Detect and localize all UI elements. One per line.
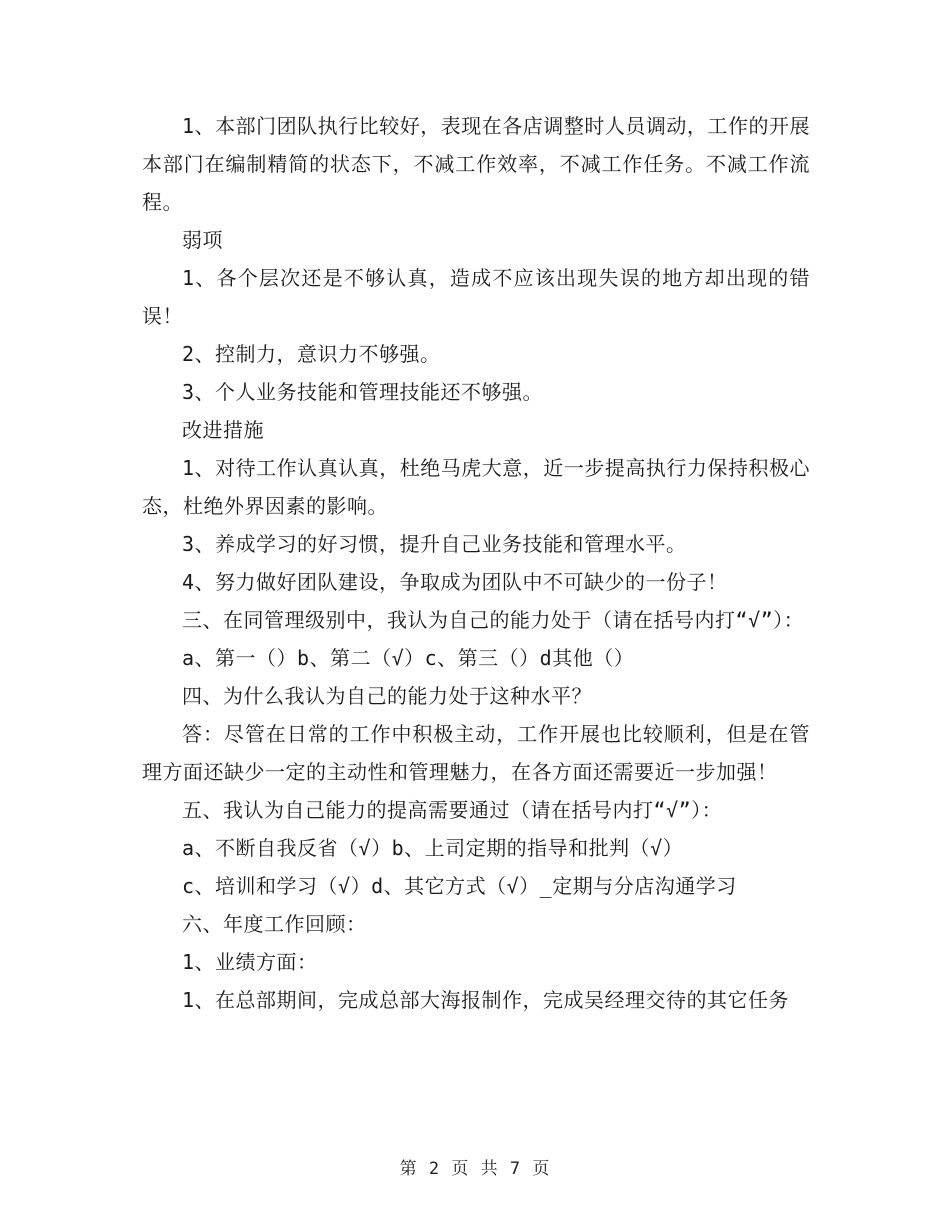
paragraph-weakness-3: 3、个人业务技能和管理技能还不够强。: [182, 380, 544, 404]
document-body: [142, 107, 810, 1019]
page-number: 第 2 页 共 7 页: [399, 1159, 551, 1179]
question-5: 五、我认为自己能力的提高需要通过（请在括号内打“√”）：: [182, 798, 723, 822]
paragraph-weakness-2: 2、控制力，意识力不够强。: [182, 342, 441, 366]
paragraph-improvement-3: 3、养成学习的好习惯，提升自己业务技能和管理水平。: [182, 532, 687, 556]
question-3: 三、在同管理级别中，我认为自己的能力处于（请在括号内打“√”）：: [182, 608, 805, 632]
answer-5-options-cd: c、培训和学习（√）d、其它方式（√）_定期与分店沟通学习: [182, 874, 737, 898]
heading-improvements: 改进措施: [182, 418, 264, 442]
question-4: 四、为什么我认为自己的能力处于这种水平？: [182, 684, 592, 708]
answer-5-options-ab: a、不断自我反省（√）b、上司定期的指导和批判（√）: [182, 836, 684, 860]
paragraph-team-execution: 1、本部门团队执行比较好，表现在各店调整时人员调动，工作的开展本部门在编制精简的状态下，不减工作效率，不减工作任务。不减工作流程。: [142, 114, 810, 214]
paragraph-performance-1: 1、在总部期间，完成总部大海报制作，完成吴经理交待的其它任务: [182, 988, 790, 1012]
answer-3-options: a、第一（）b、第二（√）c、第三（）d其他（）: [182, 646, 635, 670]
heading-weaknesses: 弱项: [182, 228, 223, 252]
answer-4: 答：尽管在日常的工作中积极主动，工作开展也比较顺利，但是在管理方面还缺少一定的主动性和管理魅力，在各方面还需要近一步加强！: [142, 722, 810, 784]
paragraph-weakness-1: 1、各个层次还是不够认真，造成不应该出现失误的地方却出现的错误！: [142, 266, 810, 328]
heading-annual-review: 六、年度工作回顾：: [182, 912, 367, 936]
heading-performance: 1、业绩方面：: [182, 950, 318, 974]
paragraph-improvement-1: 1、对待工作认真认真，杜绝马虎大意，近一步提高执行力保持积极心态，杜绝外界因素的影响。: [142, 456, 810, 518]
paragraph-improvement-4: 4、努力做好团队建设，争取成为团队中不可缺少的一份子！: [182, 570, 728, 594]
